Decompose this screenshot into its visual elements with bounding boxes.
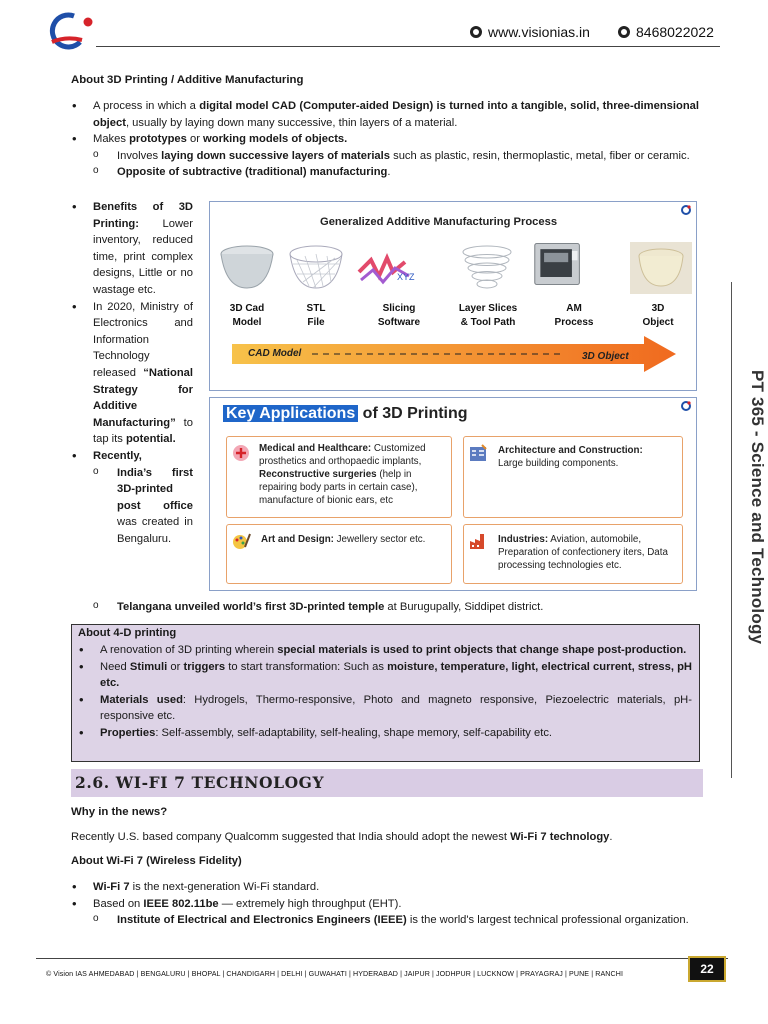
layer-slices-icon [454,242,520,294]
vision-mark-icon [680,400,692,412]
side-label: PT 365 - Science and Technology [748,370,767,645]
vision-ias-logo [44,12,96,52]
list-item: • In 2020, Ministry of Electronics and Information Technology released “National Strategy for Additive Manufacturing” to tap its potential. [71,299,193,448]
sub-list-item: o India’s first 3D-printed post office was created in Bengaluru. [71,465,193,548]
sub-list-item: o Institute of Electrical and Electronics Engineers (IEEE) is the world's largest technical professional organization. [71,912,699,929]
stage-label: AM Process [554,303,594,328]
application-card-architecture: Architecture and Construction: Large building components. [463,436,683,518]
industry-icon [468,531,488,551]
am-printer-icon [525,238,591,290]
footer-rule [36,958,728,959]
vision-mark-icon [680,204,692,216]
phone-contact[interactable] [618,24,714,40]
process-figure [209,201,697,391]
about-wifi-heading: About Wi-Fi 7 (Wireless Fidelity) [71,855,242,867]
slicing-software-icon [353,242,419,294]
art-design-icon [231,531,251,551]
application-card-art: Art and Design: Jewellery sector etc. [226,524,452,584]
stage-label: STL File [306,303,326,328]
cad-bowl-icon [214,242,280,294]
page-number: 22 [688,956,726,982]
printed-object-icon [628,242,694,294]
footer-text: © Vision IAS AHMEDABAD | BENGALURU | BHOPAL | CHANDIGARH | DELHI | GUWAHATI | HYDERABAD | JAIPUR | JODHPUR | LUCKNOW | PRAYAGRAJ | PUNE | RANCHI [46,970,624,978]
list-item: • A process in which a digital model CAD (Computer-aided Design) is turned into a tangible, solid, three-dimensional object, usually by laying down many successive, thin layers of a material. [71,98,699,131]
side-rule [731,282,732,778]
list-item: • Recently, [71,448,193,465]
printing-list [71,98,699,181]
stage-label: Layer Slices & Tool Path [458,303,518,328]
list-item: • Materials used: Hydrogels, Thermo-responsive, Photo and magneto responsive, Piezoelectric materials, pH-responsive etc. [78,692,692,725]
printing-side-column [71,199,193,547]
section-heading-wifi: 2.6. WI-FI 7 TECHNOLOGY [71,769,703,797]
sub-list-item: o Involves laying down successive layers of materials such as plastic, resin, thermoplastic, metal, fiber or ceramic. [71,148,699,165]
applications-title: Key Applications of 3D Printing [223,405,468,423]
list-item: • Makes prototypes or working models of objects. [71,131,699,148]
arrow-end-label: 3D Object [582,351,629,362]
arrow-start-label: CAD Model [248,348,302,359]
sub-list-item: o Telangana unveiled world’s first 3D-printed temple at Burugupally, Siddipet district. [71,599,699,616]
application-card-medical: Medical and Healthcare: Customized prosthetics and orthopaedic implants, Reconstructive surgeries (help in repairing body parts in certain case), manufacture of bionic ears, etc [226,436,452,518]
sub-list-item: o Opposite of subtractive (traditional) manufacturing. [71,164,699,181]
architecture-icon [468,443,488,463]
website-contact[interactable] [470,24,590,40]
application-card-industries: Industries: Aviation, automobile, Preparation of confectionery iters, Data processing technologies etc. [463,524,683,584]
stage-label: 3D Cad Model [229,303,265,328]
list-item: • Based on IEEE 802.11be — extremely high throughput (EHT). [71,896,699,913]
phone-text: 8468022022 [636,24,714,40]
printing-heading: About 3D Printing / Additive Manufacturing [71,74,304,86]
four-d-list [78,642,692,742]
why-text: Recently U.S. based company Qualcomm suggested that India should adopt the newest Wi-Fi 7 technology. [71,831,613,843]
medical-icon [231,443,251,463]
list-item: • Need Stimuli or triggers to start transformation: Such as moisture, temperature, light, electrical current, stress, pH etc. [78,659,692,692]
header-rule [96,46,720,47]
globe-icon [470,26,482,38]
svg-text:XYZ: XYZ [397,272,415,282]
list-item: • Wi-Fi 7 is the next-generation Wi-Fi standard. [71,879,699,896]
phone-icon [618,26,630,38]
applications-figure [209,397,697,591]
list-item: • Benefits of 3D Printing: Lower inventory, reduced time, print complex designs, Little or no wastage etc. [71,199,193,299]
stage-label: Slicing Software [377,303,421,328]
list-item: • A renovation of 3D printing wherein special materials is used to print objects that change shape post-production. [78,642,692,659]
website-text: www.visionias.in [488,24,590,40]
list-item: • Properties: Self-assembly, self-adaptability, self-healing, shape memory, self-capability etc. [78,725,692,742]
process-figure-title: Generalized Additive Manufacturing Process [320,216,558,228]
why-heading: Why in the news? [71,806,168,818]
stl-mesh-icon [283,242,349,294]
four-d-heading: About 4-D printing [78,627,177,639]
stage-label: 3D Object [642,303,674,328]
printing-temple [71,599,699,616]
wifi-list [71,879,699,929]
four-d-printing-box [71,624,700,762]
